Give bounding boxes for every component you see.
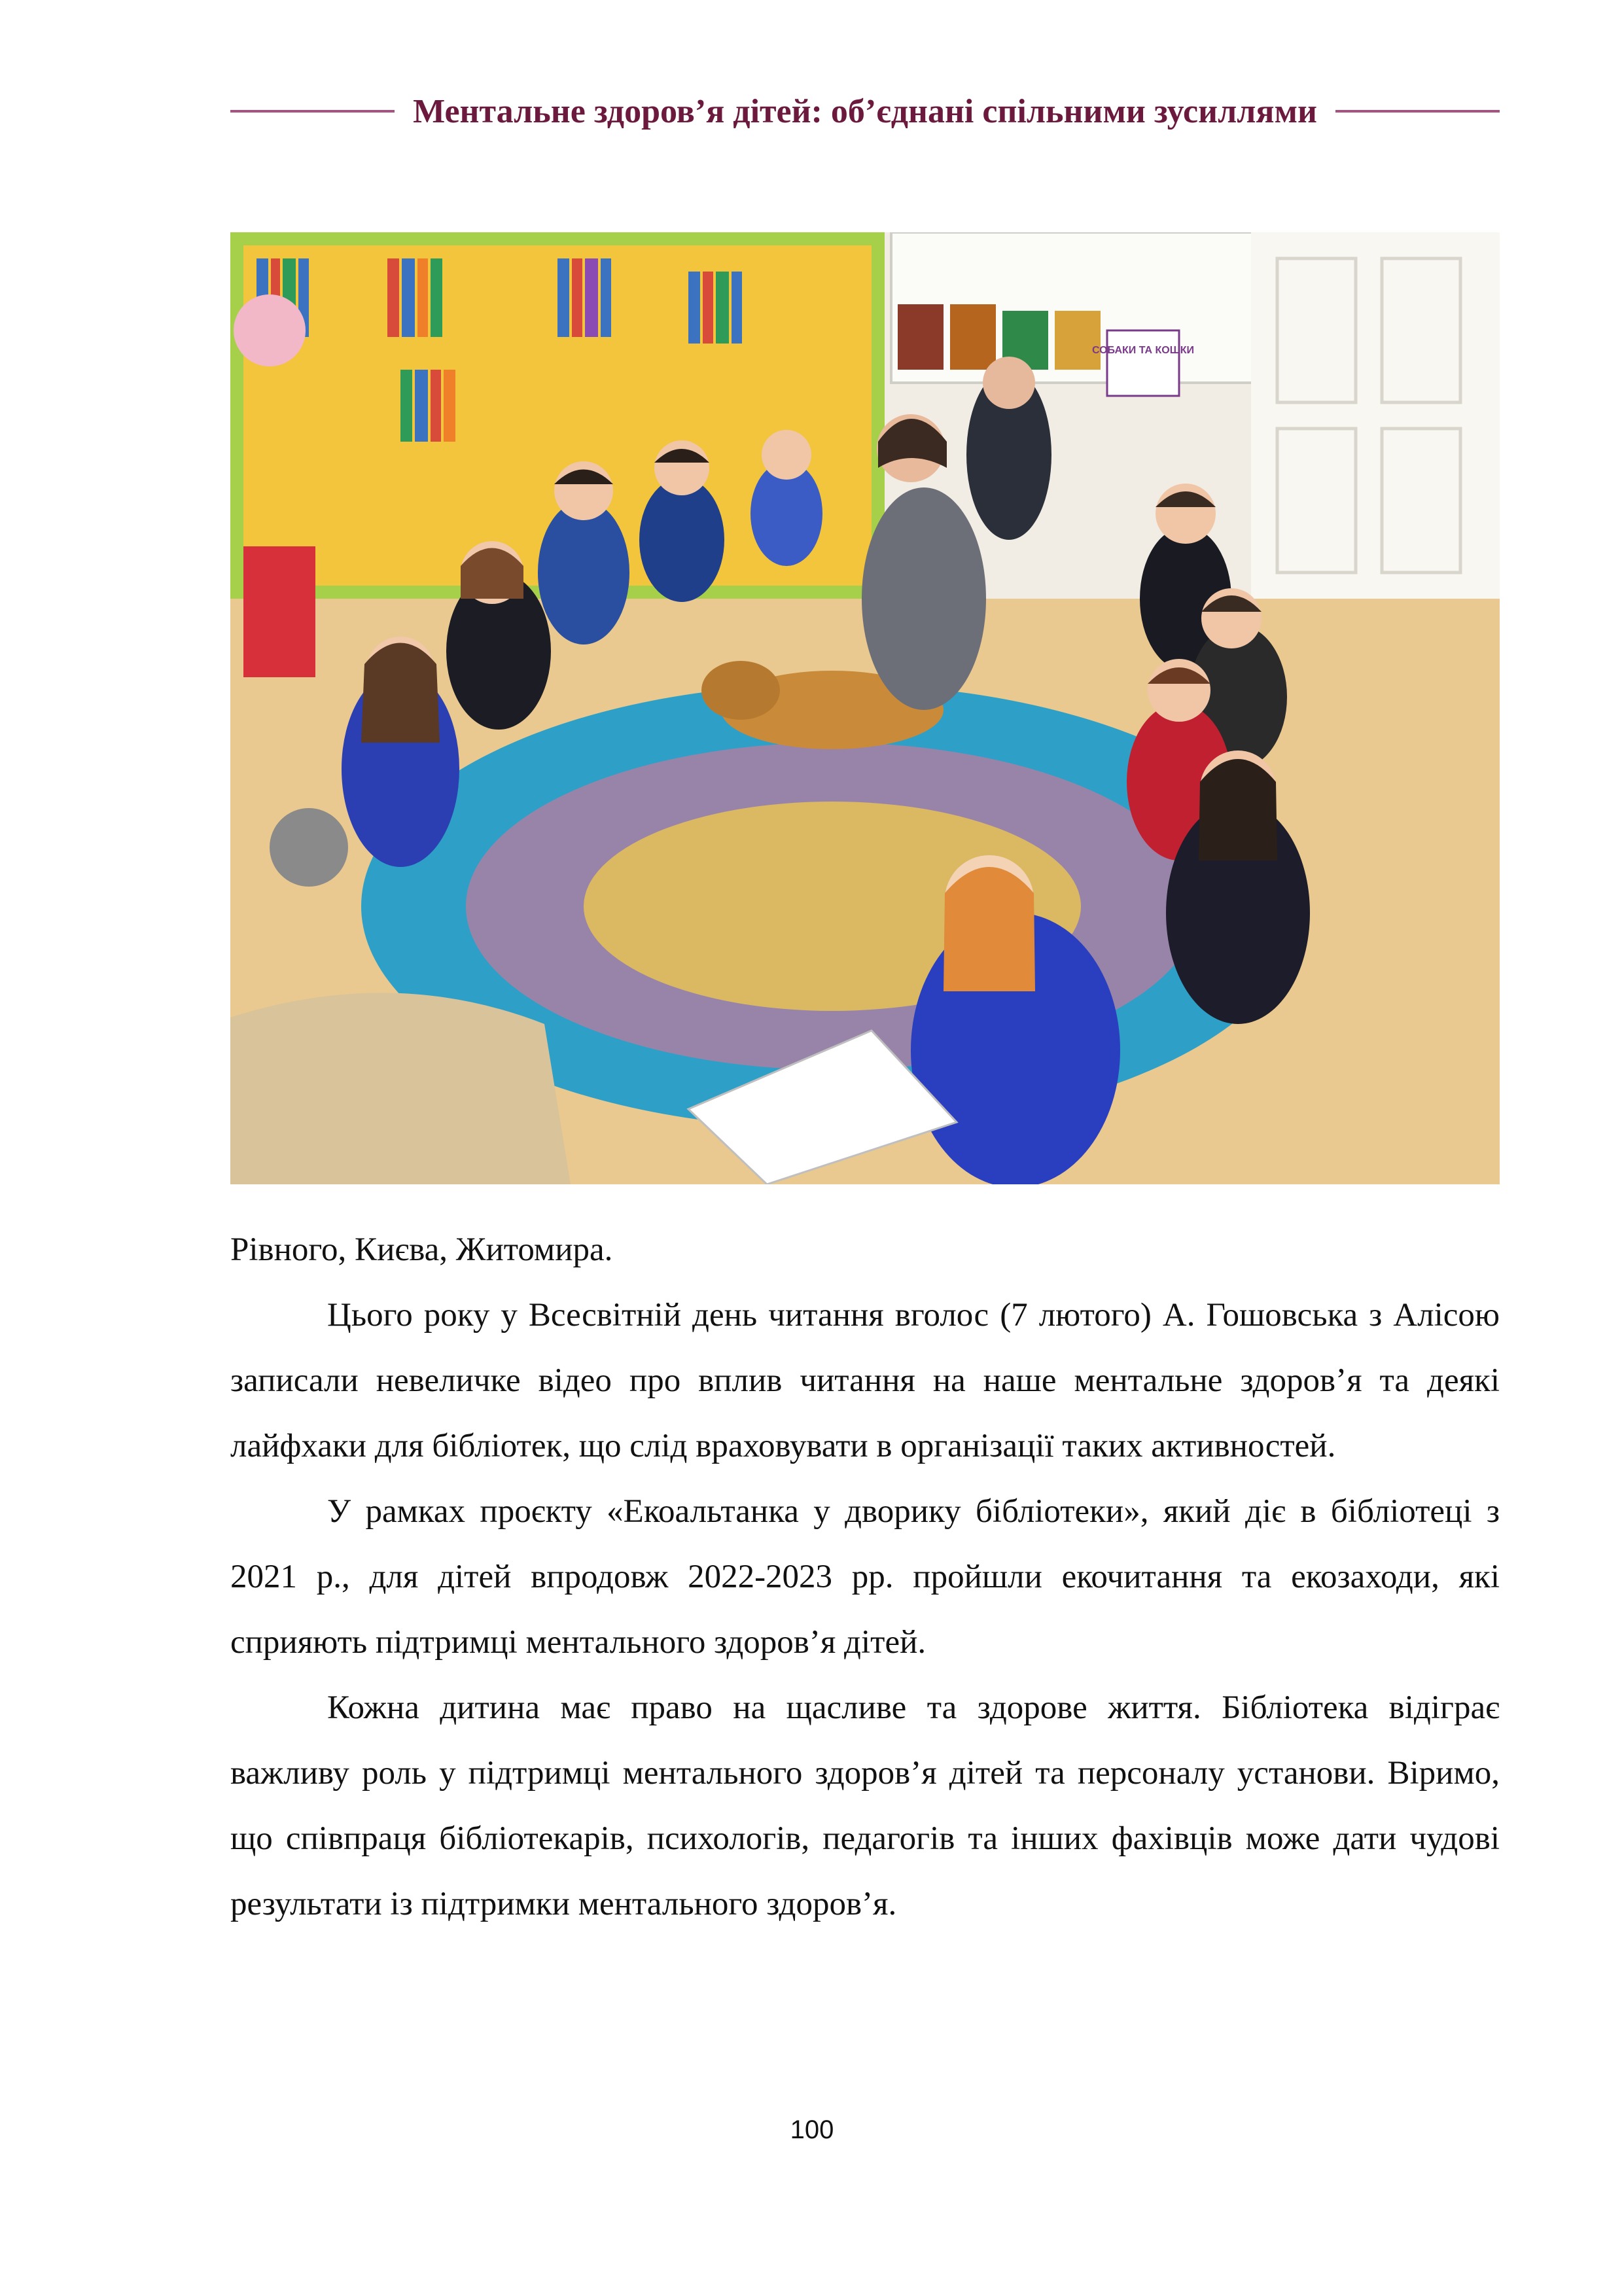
running-header [230, 85, 1500, 137]
body-text [230, 1217, 1500, 1937]
paragraph-eco-project: У рамках проєкту «Екоальтанка у дворику бібліотеки», який діє в бібліотеці з 2021 р., для дітей впродовж 2022-2023 рр. пройшли екочитання та екозаходи, які сприяють підтримці ментального здоров’я дітей. [230, 1493, 1500, 1661]
header-rule-right [1335, 110, 1500, 113]
page-number: 100 [790, 2115, 834, 2144]
paragraph-conclusion: Кожна дитина має право на щасливе та здорове життя. Бібліотека відіграє важливу роль у підтримці ментального здоров’я дітей та персоналу установи. Віримо, що співпраця бібліотекарів, психологів, педагогів та інших фахівців може дати чудові результати із підтримки ментального здоров’я. [230, 1689, 1500, 1922]
header-rule-left [230, 110, 395, 113]
library-reading-photo [230, 232, 1500, 1184]
paragraph-reading-aloud-day: Цього року у Всесвітній день читання вголос (7 лютого) А. Гошовська з Алісою записали невеличке відео про вплив читання на наше ментальне здоров’я та деякі лайфхаки для бібліотек, що слід враховувати в організації таких активностей. [230, 1297, 1500, 1464]
header-title: Ментальне здоров’я дітей: об’єднані спільними зусиллями [413, 92, 1317, 130]
book-display-title: СОБАКИ ТА КОШКИ [1091, 345, 1195, 356]
paragraph-continuation: Рівного, Києва, Житомира. [230, 1231, 613, 1268]
